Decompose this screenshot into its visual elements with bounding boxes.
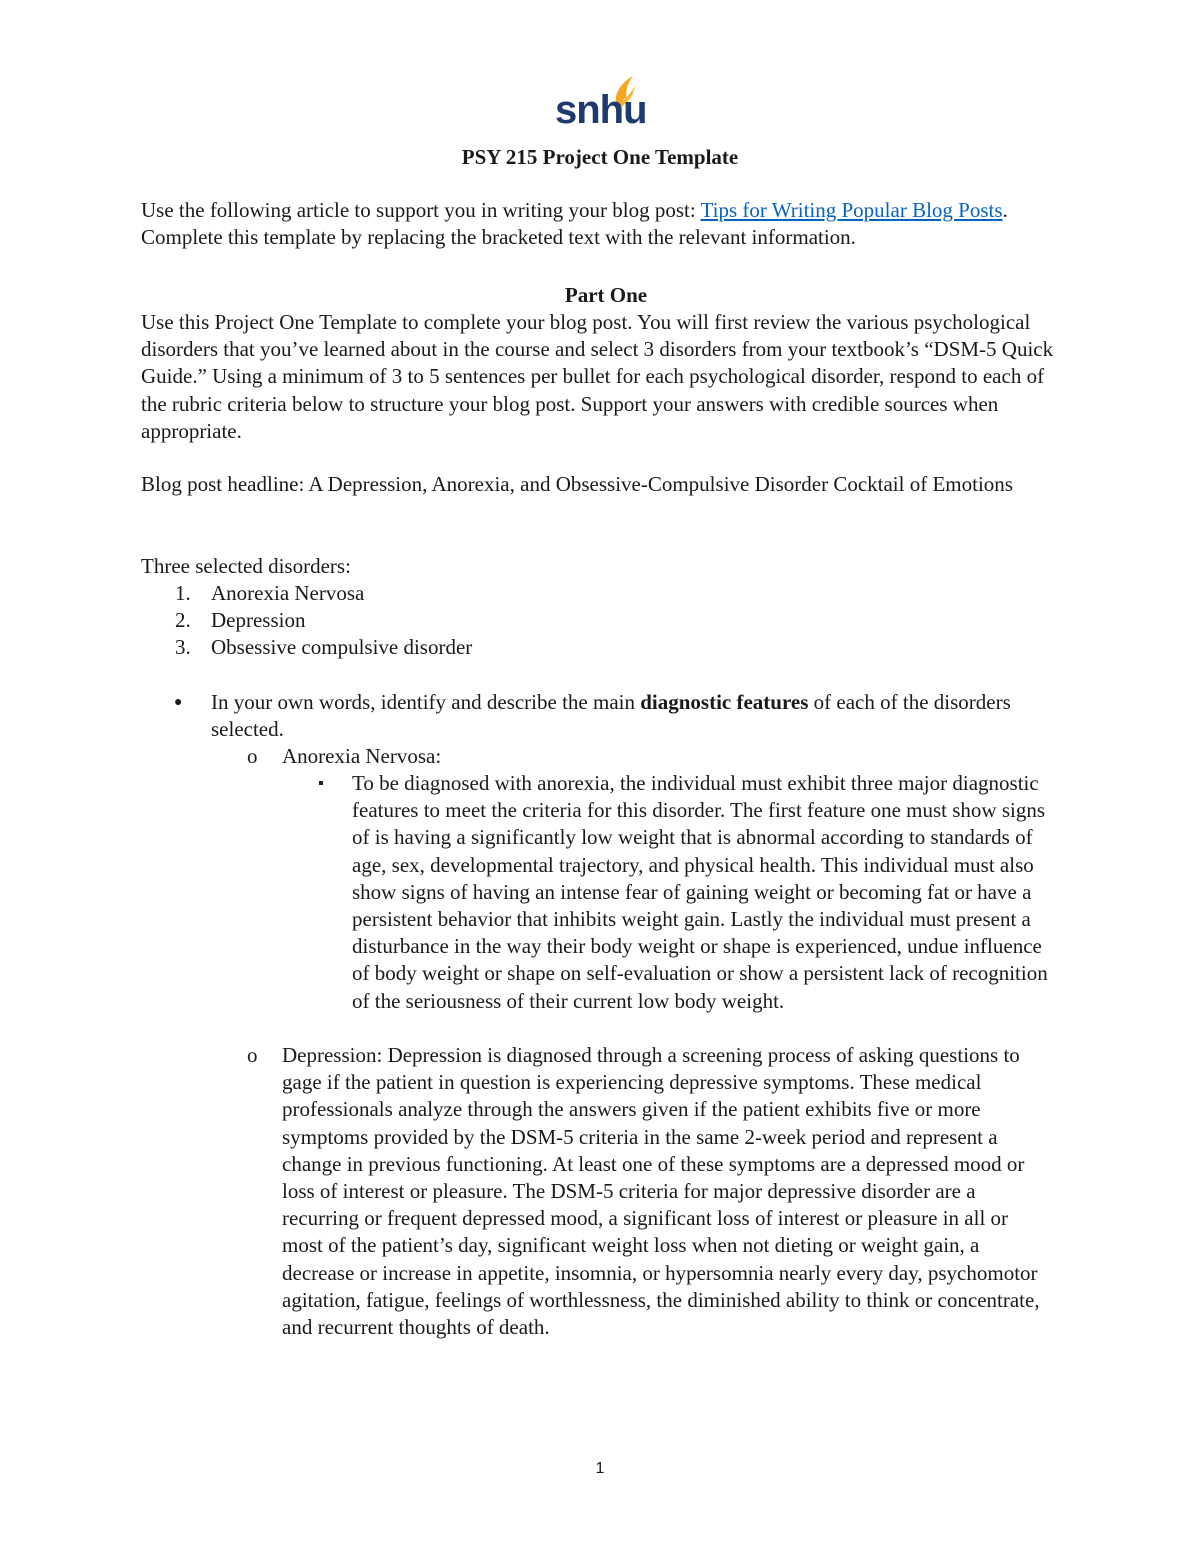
page-title: PSY 215 Project One Template xyxy=(461,145,739,169)
criterion-bold-text: diagnostic features xyxy=(640,690,809,714)
disorder-name: Anorexia Nervosa xyxy=(211,581,365,605)
intro-paragraph xyxy=(141,197,1071,251)
disorder-name: Depression xyxy=(211,608,306,633)
criterion-diagnostic-features xyxy=(211,689,1051,743)
snhu-logo xyxy=(555,74,647,134)
list-number: 2. xyxy=(175,608,191,633)
bullet-marker: ● xyxy=(174,695,183,710)
intro-text-after: . Complete this template by replacing the bracketed text with the relevant information. xyxy=(141,198,1008,250)
part-heading: Part One xyxy=(564,283,648,307)
logo-wordmark: snhu xyxy=(555,88,647,132)
anorexia-description: To be diagnosed with anorexia, the individual must exhibit three major diagnostic features to meet the criteria for this disorder. The first feature one must show signs of is having a significantly low weight that is abnormal according to standards of age, sex, developmental trajectory, and physical health. This individual must also show signs of having an intense fear of gaining weight or becoming fat or have a persistent behavior that inhibits weight gain. Lastly the individual must present a disturbance in the way their body weight or shape is experienced, undue influence of body weight or shape on self-evaluation or show a persistent lack of recognition of the seriousness of their current low body weight. xyxy=(352,771,1048,1013)
anorexia-label: Anorexia Nervosa: xyxy=(282,744,442,768)
list-number: 1. xyxy=(175,581,191,605)
circle-marker: o xyxy=(247,744,258,768)
square-marker: ▪ xyxy=(318,775,324,792)
selected-disorders-label: Three selected disorders: xyxy=(141,554,351,578)
criterion-text-before: In your own words, identify and describe the main xyxy=(211,690,641,714)
circle-marker: o xyxy=(247,1043,258,1067)
intro-text-before: Use the following article to support you in writing your blog post: xyxy=(141,198,701,222)
blog-headline: Blog post headline: A Depression, Anorexia, and Obsessive-Compulsive Disorder Cocktail of Emotions xyxy=(141,472,1013,496)
criterion-text-after: of each of the disorders selected. xyxy=(211,690,1011,742)
blog-tips-link[interactable]: Tips for Writing Popular Blog Posts xyxy=(700,198,1003,222)
list-number: 3. xyxy=(175,635,191,660)
depression-description: Depression: Depression is diagnosed through a screening process of asking questions to gage if the patient in question is experiencing depressive symptoms. These medical professionals analyze through the answers given if the patient exhibits five or more symptoms provided by the DSM-5 criteria in the same 2-week period and represent a change in previous functioning. At least one of these symptoms are a depressed mood or loss of interest or pleasure. The DSM-5 criteria for major depressive disorder are a recurring or frequent depressed mood, a significant loss of interest or pleasure in all or most of the patient’s day, significant weight loss when not dieting or weight gain, a decrease or increase in appetite, insomnia, or hypersomnia nearly every day, psychomotor agitation, fatigue, feelings of worthlessness, the diminished ability to think or concentrate, and recurrent thoughts of death. xyxy=(282,1043,1040,1340)
disorder-name: Obsessive compulsive disorder xyxy=(211,635,473,660)
page-number: 1 xyxy=(595,1460,605,1477)
part-one-paragraph: Use this Project One Template to complete your blog post. You will first review the various psychological disorders that you’ve learned about in the course and select 3 disorders from your textbook’s “DSM-5 Quick Guide.” Using a minimum of 3 to 5 sentences per bullet for each psychological disorder, respond to each of the rubric criteria below to structure your blog post. Support your answers with credible sources when appropriate. xyxy=(141,310,1054,443)
